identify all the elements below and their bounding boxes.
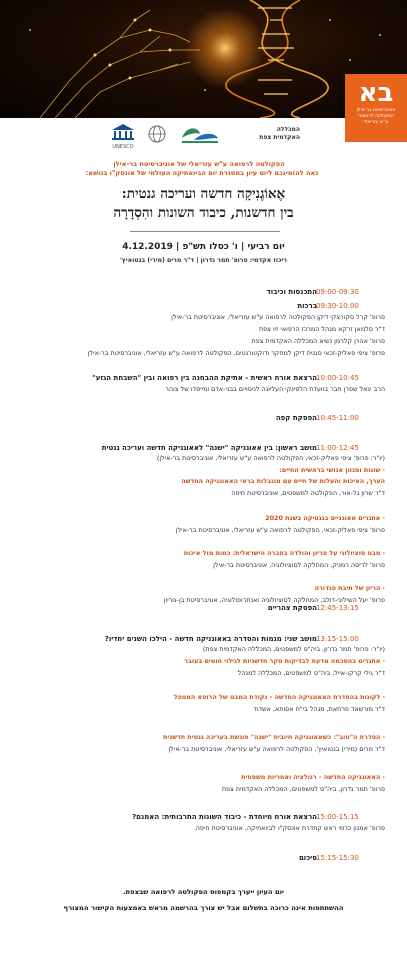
ziv-medical-logo [176, 124, 224, 148]
safed-college-line-2: האקדמית צפת [259, 134, 300, 141]
logo-line-1: אוניברסיטת בר-אילן [356, 108, 396, 113]
talk-speaker: פרופ' ציפי פאליק-זכאי, הפקולטה לרפואה ע"ש עזריאלי, אוניברסיטת בר-אילן [175, 526, 385, 534]
talk-speaker: ד"ר שרון גל-אור, הפקולטה למשפטים, אוניברסיטת חיפה [231, 489, 385, 497]
event-date: יום רביעי | ו' כסלו תש"פ | 4.12.2019 [122, 242, 285, 252]
talk-title: · אתגרים בהסכמה מדעת לבדיקות סקר חדשניות לגילוי חומים בעובר [184, 657, 385, 665]
temple-icon [110, 124, 136, 140]
university-logo [345, 74, 407, 142]
session-chair: (יו"ר: פרופ' תמר גדרון, ביה"ס למשפטים, המכללה האקדמית צפת) [202, 645, 385, 653]
schedule-title: הפסקת צהריים [267, 604, 317, 612]
talk-speaker: פרופ' לריסה רמניק, המחלקה לסוציולוגיה, אוניברסיטת בר-אילן [213, 561, 385, 569]
keynote-speaker: הרב יגאל שפרן חבר בוועדת הלסינקי העליונה לניסויים בבני-אדם ומייסדו של צוהר [165, 385, 385, 393]
schedule-title: הרצאת אורח מיוחדת - כיבוד השונות התרבותית: האמנם? [132, 813, 317, 821]
talk-title: · הריון של תיבת פנדורה [314, 584, 385, 592]
talk-title: · לקונות בהסדרת האאוגניקה החדשה - נקודת המבט של הרופא המטפל [173, 693, 385, 701]
schedule-time: 15:00-15:15 [316, 813, 359, 821]
schedule-item [0, 853, 407, 863]
logo-line-2: הפקולטה לרפואה [358, 114, 394, 119]
schedule-time: 13:15-15:00 [316, 635, 359, 643]
talk-speaker: פרופ' יעל השילוני-דולב, המחלקה לסוציולוגיה ואנתרופולוגיה, אוניברסיטת בן-גוריון [163, 596, 385, 604]
schedule-title: הרצאת אורח ראשית - אתיקת ההבחנה בין רפואה ובין "השבחת הגזע" [92, 374, 317, 382]
schedule-time: 12:45-13:15 [316, 604, 359, 612]
greeting-speaker: פרופ' קרל סקורצקי דיקן הפקולטה לרפואה ע"ש עזריאלי, אוניברסיטת בר-אילן [171, 313, 385, 321]
talk-title: · אתגרים אאוגניים בגנטיקה בשנת 2020 [265, 514, 385, 522]
talk-title: · שונות ומגוון אנושי בראשית החיים: [279, 466, 385, 474]
special-speaker: פרופ' אמנון כרמי ראש קתדרת אונסק"ו לביואתיקה, אוניברסיטת חיפה [195, 824, 385, 832]
session-chair: (יו"ר: פרופ' ציפי פאליק-זכאי, הפקולטה לרפואה ע"ש עזריאלי, אוניברסיטת בר-אילן) [156, 454, 385, 462]
globe-icon [144, 124, 170, 146]
logo-mark: בא [358, 78, 394, 108]
greeting-speaker: פרופ' אהרן קלרמן נשיא המכללה האקדמית צפת [251, 337, 385, 345]
schedule-item [0, 634, 407, 644]
schedule-item [0, 413, 407, 423]
safed-college-logo [238, 126, 300, 142]
greeting-speaker: ד"ר סלמאן זרקא מנהל המרכז הרפואי זיו צפת [258, 325, 385, 333]
schedule-item [0, 373, 407, 383]
schedule-item [0, 812, 407, 822]
schedule-item [0, 443, 407, 453]
schedule-time: 10:45-11:00 [316, 414, 359, 422]
partner-logos [110, 124, 300, 148]
talk-subtitle: הערך, האיכות והעלות של חיים עם מוגבלות בראי האאוגניקה החדשה [181, 477, 385, 485]
intro-line-1: הפקולטה לרפואה ע"ש עזריאלי של אוניברסיטת בר-אילן [113, 160, 285, 168]
schedule-item [0, 287, 407, 297]
schedule-title: סיכום [298, 854, 317, 862]
intro-line-2: נאה להזמינכם ליום עיון במסגרת יום הביואתיקה העולמי של אונסק"ו בנושא: [85, 169, 319, 177]
logo-line-3: ע"ש עזריאלי [363, 120, 389, 125]
title-line-1: אֶאוֹגֶנִיקָה חדשה ועריכה גנטית: [121, 186, 286, 202]
schedule-time: 11:00-12:45 [316, 444, 359, 452]
talk-title: · האאוגניקה החדשה - רגולציה ואחריות משפטית [241, 773, 385, 781]
talk-speaker: ד"ר מורשאד פרחאת, מנהל בי"ח אסותא, אשדוד [253, 705, 385, 713]
schedule-item [0, 301, 407, 311]
bioethics-logo [144, 124, 170, 148]
schedule-time: 09:30-10:00 [316, 302, 359, 310]
greeting-speaker: פרופ' ציפי פאליק-זכאי סגנית דיקן למחקר ודוקטורנטים, הפקולטה לרפואה ע"ש עזריאלי, אוניברסיטת בר-אילן [87, 349, 385, 357]
schedule-title: מושב ראשון: בין אאוגניקה "ישנה" לאאוגניקה חדשה ועריכה גנטית [101, 444, 317, 452]
schedule-time: 10:00-10:45 [316, 374, 359, 382]
title-line-2: בין חדשנות, כיבוד השונות והִסְדָרָה [113, 205, 294, 221]
talk-speaker: פרופ' תמר גדרון, ביה"ס למשפטים, המכללה האקדמית צפת [221, 785, 385, 793]
unesco-logo [110, 124, 136, 148]
schedule-time: 15:15-15:30 [316, 854, 359, 862]
schedule-item [0, 603, 407, 613]
registration-note: ההשתתפות אינה כרוכה בתשלום אבל יש צורך בהרשמה מראש באמצעות הקישור המצורף [63, 904, 344, 912]
venue-note: יום העיון ייערך בקמפוס הפקולטה לרפואה שבצפת. [122, 888, 285, 896]
schedule-title: ברכות [297, 302, 317, 310]
schedule-title: התכנסות וכיבוד [266, 288, 317, 296]
leaf-icon [176, 124, 224, 146]
talk-speaker: ד"ר גילי קרקו-אייל, ביה"ס למשפטים, המכללה למנהל [237, 669, 385, 677]
unesco-label: UNESCO [112, 144, 134, 150]
academic-chairs: ריכוז אקדמי: פרופ' תמר גדרון | ד"ר מרים (מירי) בנטואיץ' [119, 257, 288, 264]
talk-title: · מבט סוציולוגי על פריון והולדה בחברה הישראלית: כמות מול איכות [183, 549, 385, 557]
talk-speaker: ד"ר מרים (מירי) בנטואיץ', הפקולטה לרפואה ע"ש עזריאלי, אוניברסיטת בר-אילן [168, 745, 385, 753]
schedule-title: הפסקת קפה [275, 414, 317, 422]
schedule-time: 09:00-09:30 [316, 288, 359, 296]
talk-title: · הסדרת ה"טוב": כשאאוגניקה חיובית "ישנה" פוגשת בעריכה גנטית חדשנית [163, 733, 385, 741]
title-divider [130, 231, 280, 232]
safed-college-line-1: המכללה [276, 126, 300, 133]
schedule-title: מושב שני: מגמות והסדרה באאוגניקה חדשה - הילכו השנים יחדיו? [104, 635, 317, 643]
